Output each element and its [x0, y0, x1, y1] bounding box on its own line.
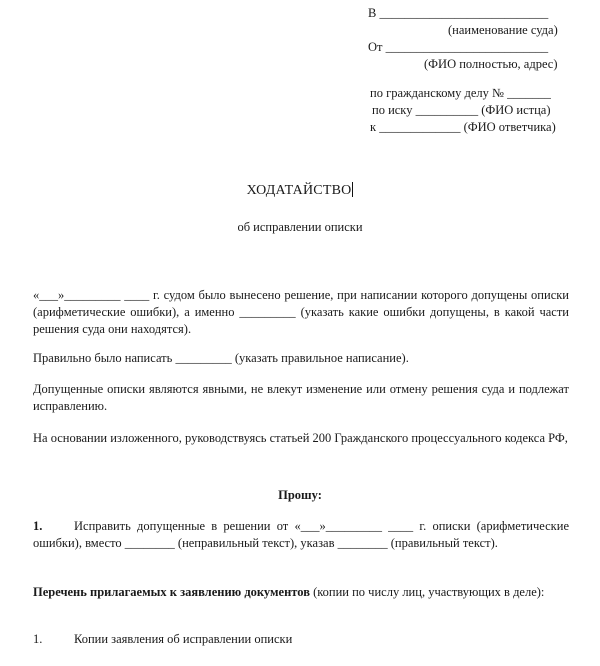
request-item-number: 1. — [33, 519, 43, 533]
paragraph-obvious-errors: Допущенные описки являются явными, не влекут изменение или отмену решения суда и подлежат исправлению. — [33, 382, 569, 413]
document-subtitle: об исправлении описки — [237, 220, 363, 234]
plaintiff-line: по иску __________ (ФИО истца) — [372, 103, 551, 117]
request-heading: Прошу: — [278, 488, 322, 502]
from-line: От __________________________ — [368, 40, 549, 54]
attachment-item-number: 1. — [33, 632, 43, 646]
attachments-heading — [33, 584, 569, 601]
fio-hint: (ФИО полностью, адрес) — [424, 57, 558, 71]
request-item-text: Исправить допущенные в решении от «___»_________ ____ г. описки (арифметические ошибки), вместо ________ (неправильный текст), указав ________ (правильный текст). — [33, 519, 569, 550]
attachment-item-1 — [33, 631, 569, 648]
defendant-line: к _____________ (ФИО ответчика) — [370, 120, 556, 134]
request-item-1 — [33, 518, 569, 552]
document-title-text: ХОДАТАЙСТВО — [246, 183, 352, 198]
document-title — [0, 182, 600, 199]
paragraph-decision: «___»_________ ____ г. судом было вынесено решение, при написании которого допущены описки (арифметические ошибки), а именно _________ (указать какие ошибки допущены, в какой части решения суда они находятся). — [33, 288, 569, 336]
paragraph-legal-basis: На основании изложенного, руководствуясь статьей 200 Гражданского процессуального кодекса РФ, — [33, 431, 568, 445]
paragraph-correct-text: Правильно было написать _________ (указать правильное написание). — [33, 351, 409, 365]
attachments-heading-bold: Перечень прилагаемых к заявлению документов — [33, 585, 310, 599]
court-line: В ___________________________ — [368, 6, 549, 20]
text-cursor — [352, 182, 353, 197]
attachment-item-text: Копии заявления об исправлении описки — [74, 632, 293, 646]
attachments-heading-rest: (копии по числу лиц, участвующих в деле): — [309, 585, 545, 599]
case-line: по гражданскому делу № _______ — [370, 86, 551, 100]
court-hint: (наименование суда) — [448, 23, 558, 37]
